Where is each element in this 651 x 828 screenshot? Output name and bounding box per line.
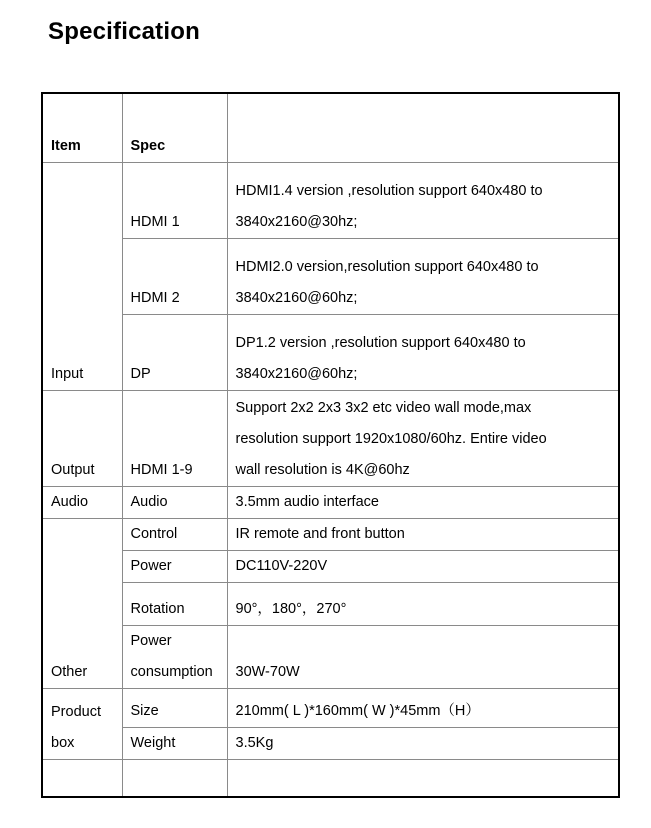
specification-table [41, 92, 620, 798]
empty-detail-cell [227, 760, 619, 798]
spec-label-power-consumption-line2: consumption [130, 664, 213, 680]
table-row [42, 487, 619, 519]
table-row [42, 728, 619, 760]
detail-hdmi2-line1: HDMI2.0 version,resolution support 640x480 to [235, 259, 539, 275]
spec-label-power-consumption [122, 626, 227, 689]
spec-label-weight: Weight [122, 728, 227, 760]
table-row [42, 391, 619, 487]
detail-hdmi-out-line3: wall resolution is 4K@60hz [235, 462, 410, 478]
group-label-other: Other [42, 519, 122, 689]
detail-hdmi2-line2: 3840x2160@60hz; [235, 290, 358, 306]
detail-hdmi1-line1: HDMI1.4 version ,resolution support 640x480 to [235, 183, 543, 199]
detail-weight: 3.5Kg [227, 728, 619, 760]
table-row [42, 519, 619, 551]
detail-dp-line1: DP1.2 version ,resolution support 640x480 to [235, 335, 526, 351]
detail-hdmi-out-line1: Support 2x2 2x3 3x2 etc video wall mode,max [235, 400, 532, 416]
detail-hdmi1-line2: 3840x2160@30hz; [235, 214, 358, 230]
detail-rotation: 90°，180°，270° [227, 583, 619, 626]
group-label-product-box [42, 689, 122, 760]
table-row [42, 626, 619, 689]
table-row [42, 551, 619, 583]
detail-power: DC110V-220V [227, 551, 619, 583]
page-title: Specification [48, 18, 200, 45]
detail-dp [227, 315, 619, 391]
group-label-product-box-line1: Product [51, 704, 101, 720]
group-label-input: Input [42, 163, 122, 391]
detail-hdmi1 [227, 163, 619, 239]
table-row [42, 315, 619, 391]
detail-hdmi2 [227, 239, 619, 315]
detail-hdmi-out [227, 391, 619, 487]
detail-audio: 3.5mm audio interface [227, 487, 619, 519]
spec-label-hdmi-out: HDMI 1-9 [122, 391, 227, 487]
group-label-output: Output [42, 391, 122, 487]
spec-label-hdmi2: HDMI 2 [122, 239, 227, 315]
header-detail [227, 93, 619, 163]
header-item: Item [42, 93, 122, 163]
table-row [42, 760, 619, 798]
header-spec: Spec [122, 93, 227, 163]
table-row [42, 583, 619, 626]
table-row [42, 163, 619, 239]
detail-size: 210mm( L )*160mm( W )*45mm（H） [227, 689, 619, 728]
detail-control: IR remote and front button [227, 519, 619, 551]
empty-spec-cell [122, 760, 227, 798]
spec-label-size: Size [122, 689, 227, 728]
spec-label-dp: DP [122, 315, 227, 391]
group-label-audio: Audio [42, 487, 122, 519]
table-row [42, 239, 619, 315]
spec-label-control: Control [122, 519, 227, 551]
group-label-product-box-line2: box [51, 735, 75, 751]
table-header-row [42, 93, 619, 163]
detail-hdmi-out-line2: resolution support 1920x1080/60hz. Entire video [235, 431, 547, 447]
spec-label-power: Power [122, 551, 227, 583]
spec-label-audio: Audio [122, 487, 227, 519]
spec-label-rotation: Rotation [122, 583, 227, 626]
detail-power-consumption: 30W-70W [227, 626, 619, 689]
table-row [42, 689, 619, 728]
spec-label-hdmi1: HDMI 1 [122, 163, 227, 239]
detail-dp-line2: 3840x2160@60hz; [235, 366, 358, 382]
empty-item-cell [42, 760, 122, 798]
spec-label-power-consumption-line1: Power [130, 633, 172, 649]
